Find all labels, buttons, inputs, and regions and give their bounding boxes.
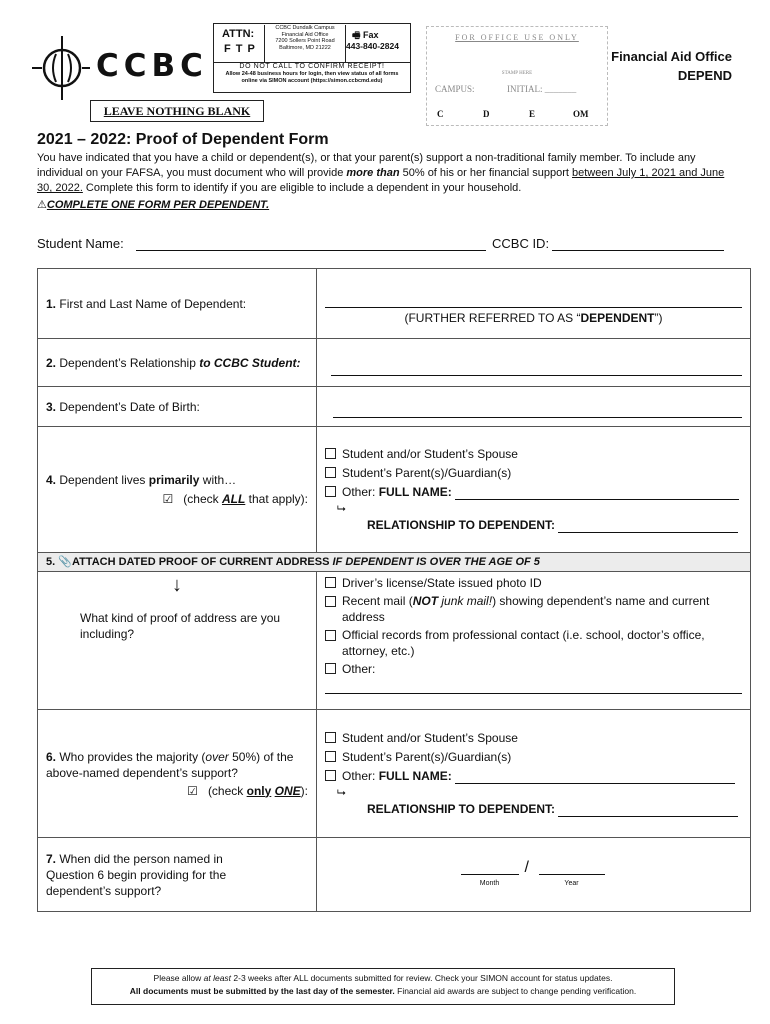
month-input[interactable] <box>461 874 519 875</box>
support-option-student-spouse[interactable]: Student and/or Student’s Spouse <box>325 730 742 746</box>
relationship-input[interactable] <box>331 363 742 376</box>
support-option-other[interactable]: Other: FULL NAME: <box>325 768 742 784</box>
allow-hours-notice: Allow 24-48 business hours for login, then view status of all forms online via SIMON account (https://simon.ccbcmd.edu) <box>225 71 399 84</box>
checkbox[interactable] <box>325 663 336 674</box>
proof-option-mail[interactable]: Recent mail (NOT junk mail!) showing dependent’s name and current address <box>325 593 742 625</box>
warning-icon: ⚠ <box>37 199 47 211</box>
question-5-row <box>38 572 751 710</box>
month-label: Month <box>479 879 500 887</box>
checkmark-icon: ☑ <box>162 492 174 506</box>
option-other[interactable]: Other: FULL NAME: <box>325 484 742 500</box>
initial-label: INITIAL: _______ <box>507 84 577 94</box>
call-confirm-notice: DO NOT CALL TO CONFIRM RECEIPT! <box>214 62 410 70</box>
fax-number: 443-840-2824 <box>346 41 399 51</box>
date-separator: / <box>524 858 529 876</box>
proof-option-id[interactable]: Driver’s license/State issued photo ID <box>325 575 742 591</box>
year-label: Year <box>564 879 579 887</box>
ftp-label: F T P <box>224 43 256 55</box>
question-6-label: 6. Who provides the majority (over 50%) of the above-named dependent’s support? ☑ (check only ONE): <box>38 710 317 838</box>
one-form-notice: ⚠COMPLETE ONE FORM PER DEPENDENT. <box>37 199 270 211</box>
checkmark-icon: ☑ <box>187 783 198 798</box>
question-4-row: 4. Dependent lives primarily with… ☑ (check ALL that apply): Student and/or Student’s Spouse Student’s Parent(s)/Guardian(s) Other: FULL NAME: ⮡ RELATIONSHIP TO DEPENDENT: <box>38 427 751 553</box>
office-code: OM <box>573 109 589 119</box>
fax-icon: 🖷 <box>352 30 363 40</box>
question-1-row <box>38 269 751 339</box>
office-name: Financial Aid Office <box>611 49 732 64</box>
checkbox[interactable] <box>325 751 336 762</box>
support-option-parent-guardian[interactable]: Student’s Parent(s)/Guardian(s) <box>325 749 742 765</box>
stamp-here: STAMP HERE <box>501 71 533 76</box>
question-3-row <box>38 387 751 427</box>
footer-notice: Please allow at least 2-3 weeks after ALL documents submitted for review. Check your SIMON account for status updates. All documents must be submitted by the last day of the semester. Financial aid awards are subject to change pending verification. <box>91 968 675 1005</box>
option-parent-guardian[interactable]: Student’s Parent(s)/Guardian(s) <box>325 465 742 481</box>
question-5-label: What kind of proof of address are you including? <box>80 611 281 641</box>
proof-option-records[interactable]: Official records from professional contact (i.e. school, doctor’s office, attorney, etc.) <box>325 627 742 659</box>
checkbox[interactable] <box>325 596 336 607</box>
checkbox[interactable] <box>325 448 336 459</box>
office-code: E <box>529 109 536 119</box>
question-2-label: 2. Dependent’s Relationship to CCBC Student: <box>38 339 317 387</box>
ccbc-logo-text: CCBC <box>96 48 208 84</box>
question-2-row <box>38 339 751 387</box>
support-start-date <box>459 856 609 890</box>
checkbox[interactable] <box>325 577 336 588</box>
other-relationship-input[interactable] <box>558 520 738 533</box>
ccbc-id-label: CCBC ID: <box>492 236 550 251</box>
dependent-note: (FURTHER REFERRED TO AS “DEPENDENT”) <box>404 311 663 325</box>
question-1-label: 1. First and Last Name of Dependent: <box>38 269 317 339</box>
student-name-input[interactable] <box>136 250 486 251</box>
question-4-label: 4. Dependent lives primarily with… ☑ (check ALL that apply): <box>38 427 317 553</box>
support-other-name-input[interactable] <box>455 771 735 784</box>
option-student-spouse[interactable]: Student and/or Student’s Spouse <box>325 446 742 462</box>
office-use-title: FOR OFFICE USE ONLY <box>455 33 579 42</box>
arrow-icon: ⮡ <box>337 502 346 515</box>
proof-option-other[interactable]: Other: <box>325 661 742 677</box>
checkbox[interactable] <box>325 630 336 641</box>
campus-label: CAMPUS: <box>435 84 475 94</box>
leave-nothing-blank: LEAVE NOTHING BLANK <box>90 100 264 122</box>
year-input[interactable] <box>539 874 605 875</box>
dependent-name-input[interactable] <box>325 295 742 308</box>
other-full-name-input[interactable] <box>455 487 739 500</box>
question-3-label: 3. Dependent’s Date of Birth: <box>38 387 317 427</box>
office-use-box <box>426 26 608 126</box>
checkbox[interactable] <box>325 770 336 781</box>
proof-other-input[interactable] <box>325 689 742 694</box>
date-of-birth-input[interactable] <box>333 405 742 418</box>
ccbc-id-input[interactable] <box>552 250 724 251</box>
fax-label: 🖷 Fax <box>352 30 379 40</box>
question-7-row <box>38 838 751 912</box>
page-title: 2021 – 2022: Proof of Dependent Form <box>37 131 329 148</box>
question-5-header: 5. 📎ATTACH DATED PROOF OF CURRENT ADDRESS IF DEPENDENT IS OVER THE AGE OF 5 <box>38 553 751 572</box>
office-code: D <box>483 109 490 119</box>
paperclip-icon: 📎 <box>58 556 72 568</box>
ccbc-logo-mark <box>30 30 92 102</box>
question-6-row: 6. Who provides the majority (over 50%) of the above-named dependent’s support? ☑ (check only ONE): Student and/or Student’s Spouse Student’s Parent(s)/Guardian(s) Other: FULL NAME: ⮡ RELATIONSHIP TO DEPENDENT: <box>38 710 751 838</box>
dependent-form-table <box>37 268 751 912</box>
checkbox[interactable] <box>325 467 336 478</box>
intro-text: You have indicated that you have a child or dependent(s), or that your parent(s) support a non-traditional family member. To include any individual on your FAFSA, you must document who will provide more than 50% of his or her financial support between July 1, 2021 and June 30, 2022. Complete this form to identify if you are eligible to include a dependent in your household. <box>37 152 725 194</box>
fax-attention-box <box>213 23 411 93</box>
question-7-label: 7. When did the person named in Question 6 begin providing for the dependent’s support? <box>38 838 317 912</box>
arrow-icon: ⮡ <box>337 786 346 799</box>
mailing-address: CCBC Dundalk Campus Financial Aid Office 7200 Sollers Point Road Baltimore, MD 21222 <box>264 25 346 62</box>
student-name-label: Student Name: <box>37 236 124 251</box>
attn-label: ATTN: <box>222 28 255 40</box>
checkbox[interactable] <box>325 732 336 743</box>
down-arrow-icon: ↓ <box>172 574 182 596</box>
support-relationship-input[interactable] <box>558 804 738 817</box>
form-code: DEPEND <box>677 68 732 83</box>
office-code: C <box>437 109 444 119</box>
checkbox[interactable] <box>325 486 336 497</box>
